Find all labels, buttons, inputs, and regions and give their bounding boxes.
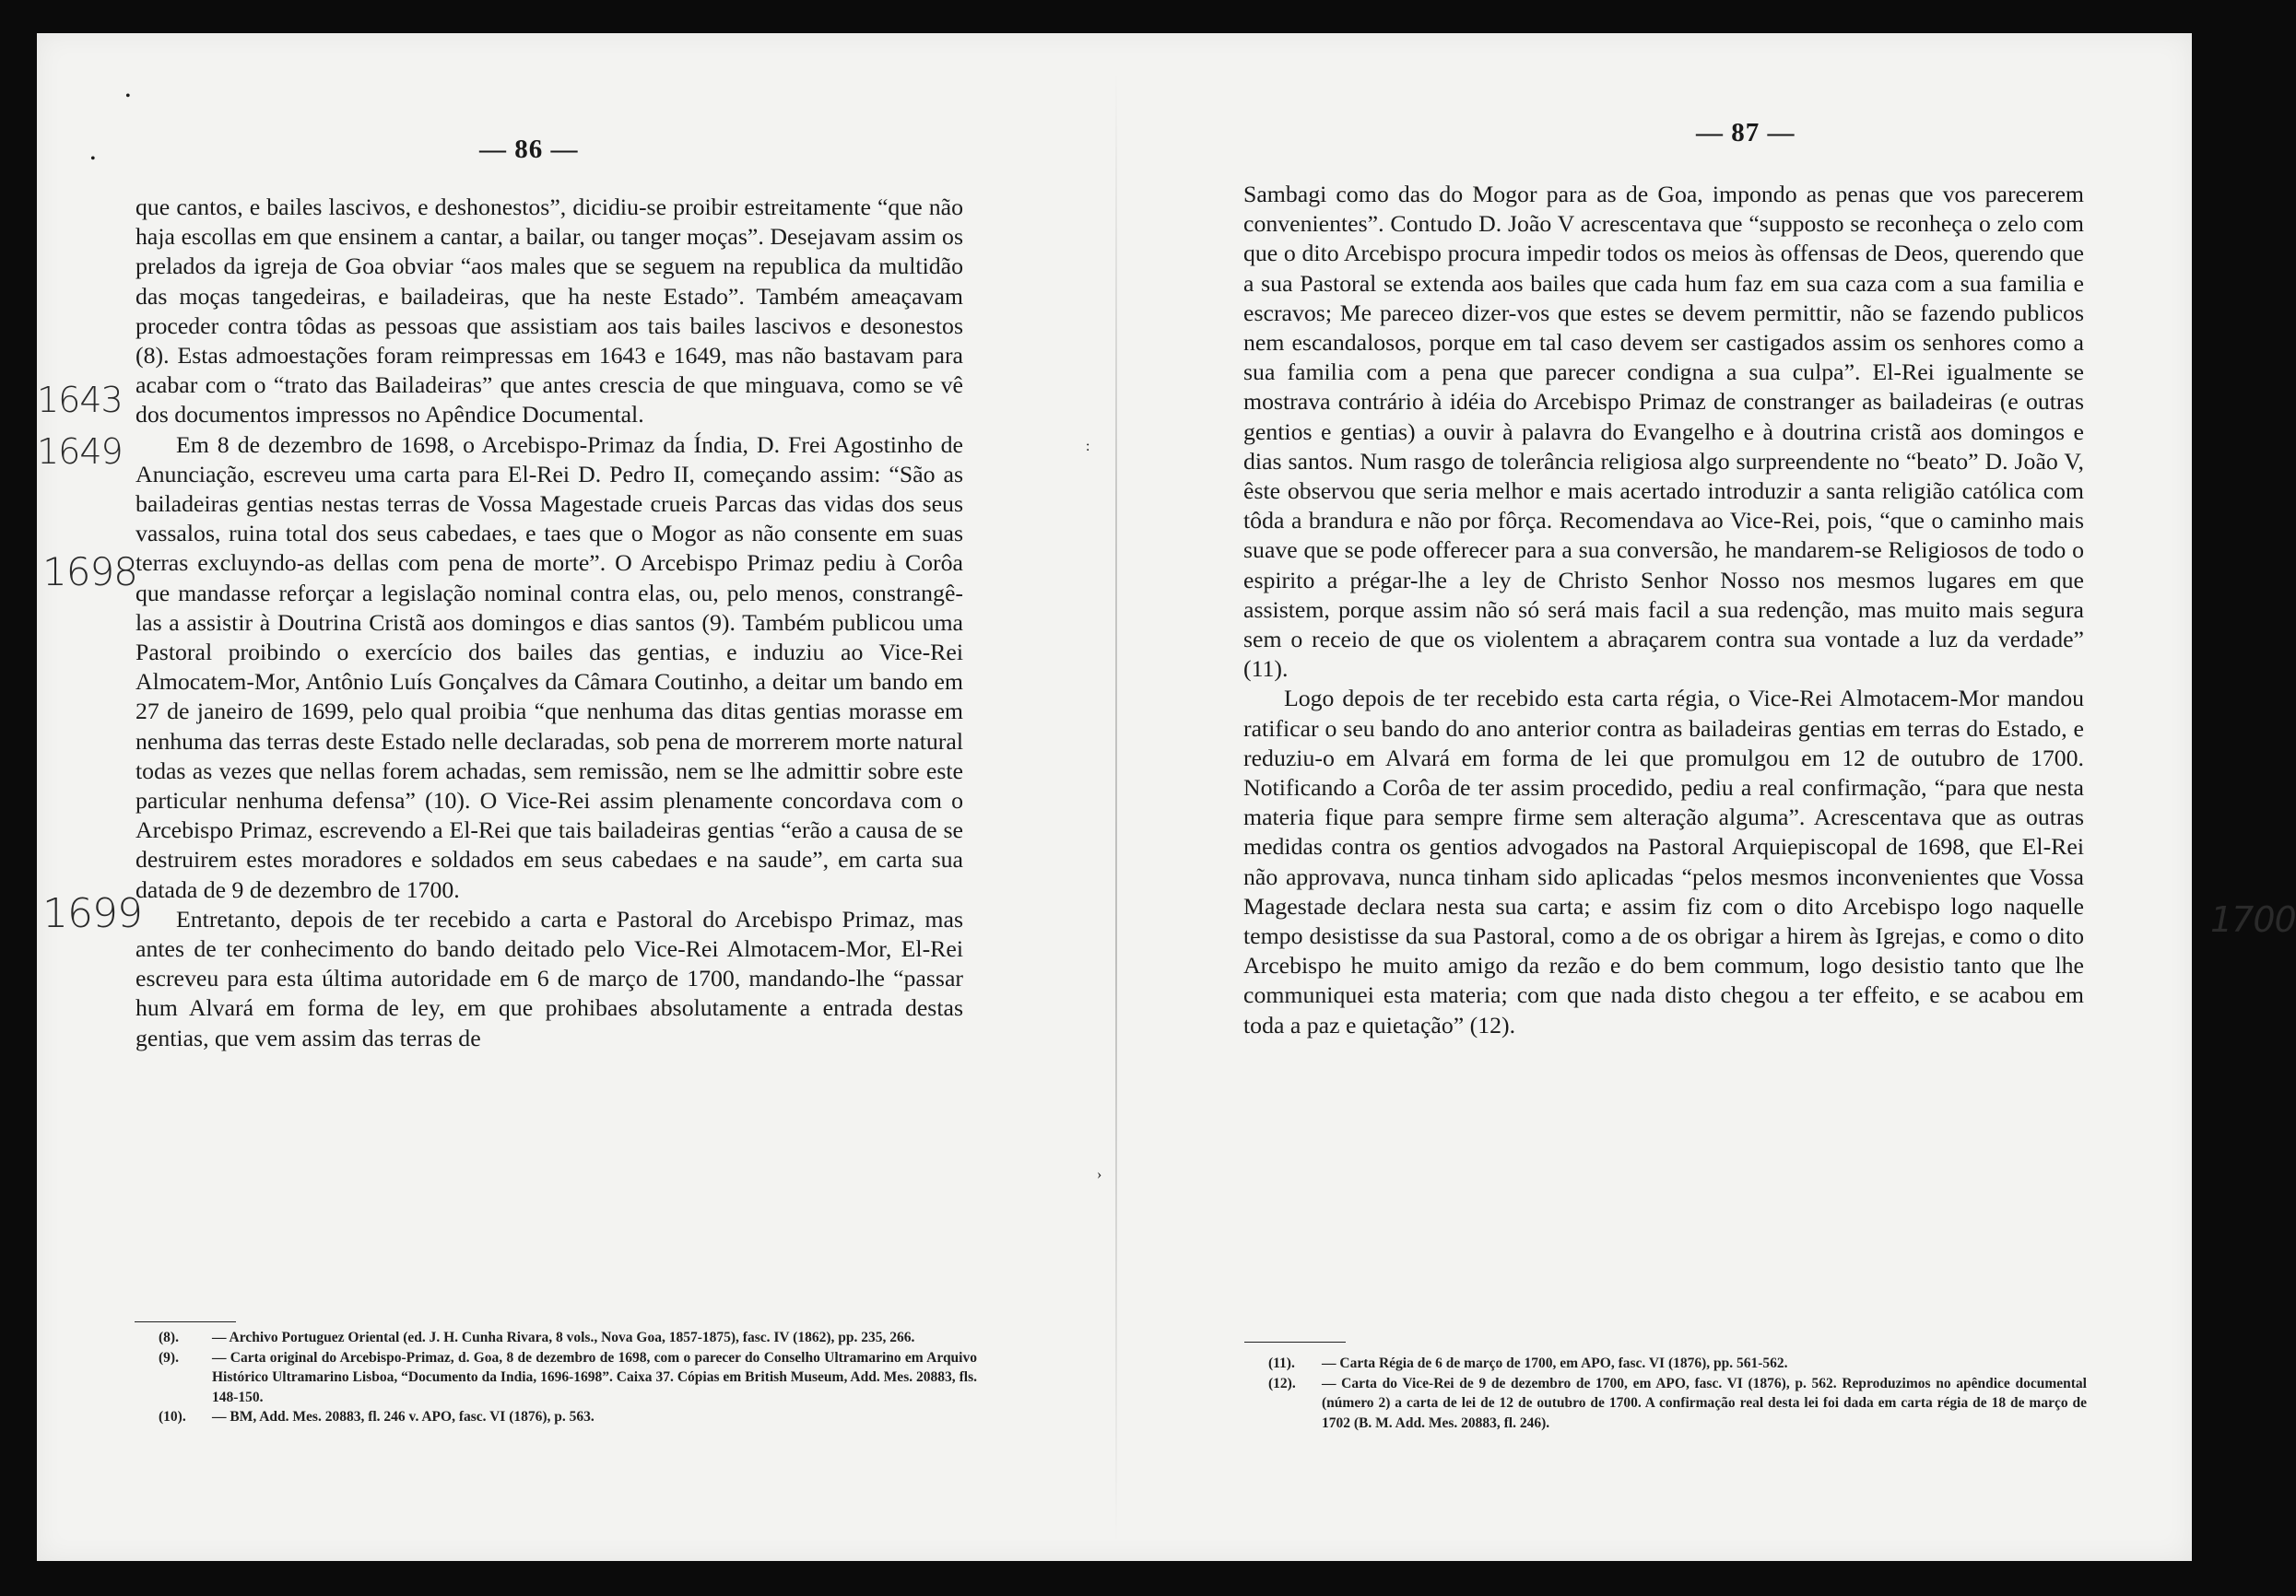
footnote-number: (10).: [159, 1409, 186, 1425]
page-number: — 86 —: [479, 135, 579, 164]
handwritten-margin-note: 1643: [37, 380, 123, 420]
speck-mark: •: [125, 88, 131, 104]
paragraph: Logo depois de ter recebido esta carta régia, o Vice-Rei Almotacem-Mor mandou ratificar o seu bando do ano anterior contra as bailadeiras gentias em terras do Estado, e reduziu-o em Alvará em forma de lei que promulgou em 12 de outubro de 1700. Notificando a Corôa de ter assim procedido, pediu a real confirmação, “para que nesta materia fique para sempre firme sem alteração alguma”. Acrescentava que as outras medidas contra os gentios advogados na Pastoral Arquiepiscopal de 1698, que El-Rei não approvava, nunca tinham sido aplicadas “pelos mesmos inconvenientes que Vossa Magestade declara nesta sua carta; e assim fiz com o dito Arcebispo logo naquelle tempo desistisse da sua Pastoral, como a de os obrigar a hirem às Igrejas, e como o dito Arcebispo he muito amigo da rezão e do bem commum, logo desistio tanto que lhe communiquei esta materia; com que nada disto chegou a ter effeito, e se acabou em toda a paz e quietação” (12).: [1243, 685, 2084, 1039]
paragraph: Entretanto, depois de ter recebido a carta e Pastoral do Arcebispo Primaz, mas antes de ter conhecimento do bando deitado pelo Vice-Rei Almotacem-Mor, El-Rei escreveu para esta última autoridade em 6 de março de 1700, mandando-lhe “passar hum Alvará em forma de ley, em que prohibaes absolutamente a entrada destas gentias, que vem assim das terras de: [135, 905, 963, 1051]
footnote: [159, 1348, 977, 1408]
page-number: — 87 —: [1696, 118, 1796, 147]
paragraph: que cantos, e bailes lascivos, e deshonestos”, dicidiu-se proibir estreitamente “que não haja escollas em que ensinem a cantar, a bailar, ou tanger moças”. Desejavam assim os prelados da igreja de Goa obviar “aos males que se seguem na republica da multidão das moças tangedeiras, e bailadeiras, que ha neste Estado”. Também ameaçavam proceder contra tôdas as pessoas que assistiam aos tais bailes lascivos e desonestos (8). Estas admoestações foram reimpressas em 1643 e 1649, mas não bastavam para acabar com o “trato das Bailadeiras” que antes crescia de que minguava, como se vê dos documentos impressos no Apêndice Documental.: [135, 194, 963, 428]
footnote-rule: [1244, 1342, 1346, 1343]
footnote: [159, 1328, 977, 1348]
left-body-text: [135, 193, 963, 1053]
footnote-number: (8).: [159, 1330, 179, 1345]
footnote-number: (9).: [159, 1349, 179, 1366]
footnote-text: — Carta original do Arcebispo-Primaz, d. Goa, 8 de dezembro de 1698, com o parecer do Conselho Ultramarino em Arquivo Histórico Ultramarino Lisboa, “Documento da India, 1696-1698”. Caixa 37. Cópias em British Museum, Add. Mes. 20883, fls. 148-150.: [212, 1349, 977, 1405]
book-gutter: [1115, 70, 1117, 1544]
footnote-rule: [135, 1321, 236, 1322]
footnote: [1268, 1354, 2087, 1374]
paragraph: Em 8 de dezembro de 1698, o Arcebispo-Primaz da Índia, D. Frei Agostinho de Anunciação, escreveu uma carta para El-Rei D. Pedro II, começando assim: “São as bailadeiras gentias nestas terras de Vossa Magestade crueis Parcas das vidas dos seus vassalos, ruina total dos seus cabedaes, e taes que o Mogor as não consente em suas terras excluyndo-as dellas com pena de morte”. O Arcebispo Primaz pediu à Corôa que mandasse reforçar a legislação nominal contra elas, ou, pelo menos, constrangê-las a assistir à Doutrina Cristã aos domingos e dias santos (9). Também publicou uma Pastoral proibindo o exercício dos bailes das gentias, e induziu ao Vice-Rei Almocatem-Mor, Antônio Luís Gonçalves da Câmara Coutinho, a deitar um bando em 27 de janeiro de 1699, pelo qual proibia “que nenhuma das ditas gentias morasse em nenhuma das terras deste Estado nelle declaradas, sob pena de morrerem morte natural todas as vezes que nellas forem achadas, sem remissão, nem se lhe admittir sobre este particular nenhuma defensa” (10). O Vice-Rei assim plenamente concordava com o Arcebispo Primaz, escrevendo a El-Rei que tais bailadeiras gentias “erão a causa de se destruirem estes moradores e soldados em seus cabedaes e na saude”, em carta sua datada de 9 de dezembro de 1700.: [135, 430, 963, 903]
speck-mark: :: [1086, 439, 1090, 454]
handwritten-margin-note: 1700: [2210, 899, 2296, 940]
footnote-text: — BM, Add. Mes. 20883, fl. 246 v. APO, fasc. VI (1876), p. 563.: [212, 1409, 595, 1425]
footnote-text: — Archivo Portuguez Oriental (ed. J. H. Cunha Rivara, 8 vols., Nova Goa, 1857-1875), fasc. IV (1862), pp. 235, 266.: [212, 1330, 915, 1345]
footnote: [1268, 1374, 2087, 1434]
handwritten-margin-note: 1649: [37, 431, 123, 472]
footnotes: [1268, 1354, 2087, 1433]
right-body-text: [1243, 180, 2084, 1040]
footnote: [159, 1407, 977, 1427]
handwritten-margin-note: 1698: [42, 549, 137, 594]
scanned-book-spread: [37, 33, 2296, 1561]
paragraph: Sambagi como das do Mogor para as de Goa, impondo as penas que vos parecerem convenientes”. Contudo D. João V acrescentava que “supposto se reconheça o zelo com que o dito Arcebispo procura impedir todos os meios às offensas de Deos, querendo que a sua Pastoral se extenda aos bailes que cada hum faz em sua caza com a sua familia e escravos; Me pareceo dizer-vos que estes se devem permittir, não se fazendo publicos nem escandalosos, porque em tal caso devem ser castigados assim os senhores como a sua familia com a pena que parecer condigna a sua culpa”. El-Rei igualmente se mostrava contrário à idéia do Arcebispo Primaz de constranger as bailadeiras (e outras gentios e gentias) a ouvir à palavra do Evangelho e à doutrina cristã aos domingos e dias santos. Num rasgo de tolerância religiosa algo surpreendente no “beato” D. João V, êste observou que seria melhor e mais acertado introduzir a santa religião católica com tôda a brandura e não por fôrça. Recomendava ao Vice-Rei, pois, “que o caminho mais suave que se pode offerecer para a sua conversão, he mandarem-se Religiosos de todo o espirito a prégar-lhe a ley de Christo Senhor Nosso nos mesmos lugares em que assistem, porque assim não só será mais facil a sua redenção, mas muito mais segura sem o receio de que os violentem a abraçarem contra sua vontade a luz da verdade” (11).: [1243, 181, 2084, 683]
footnote-number: (11).: [1268, 1355, 1295, 1371]
speck-mark: •: [90, 151, 96, 167]
footnote-text: — Carta do Vice-Rei de 9 de dezembro de 1700, em APO, fasc. VI (1876), p. 562. Reproduzimos no apêndice documental (número 2) a carta de lei de 12 de outubro de 1700. A confirmação real desta lei foi dada em carta régia de 18 de março de 1702 (B. M. Add. Mes. 20883, fl. 246).: [1322, 1375, 2087, 1431]
footnote-number: (12).: [1268, 1375, 1296, 1391]
footnote-text: — Carta Régia de 6 de março de 1700, em APO, fasc. VI (1876), pp. 561-562.: [1322, 1355, 1788, 1371]
speck-mark: ›: [1097, 1167, 1102, 1182]
handwritten-margin-note: 1699: [42, 890, 142, 937]
footnotes: [159, 1328, 977, 1427]
